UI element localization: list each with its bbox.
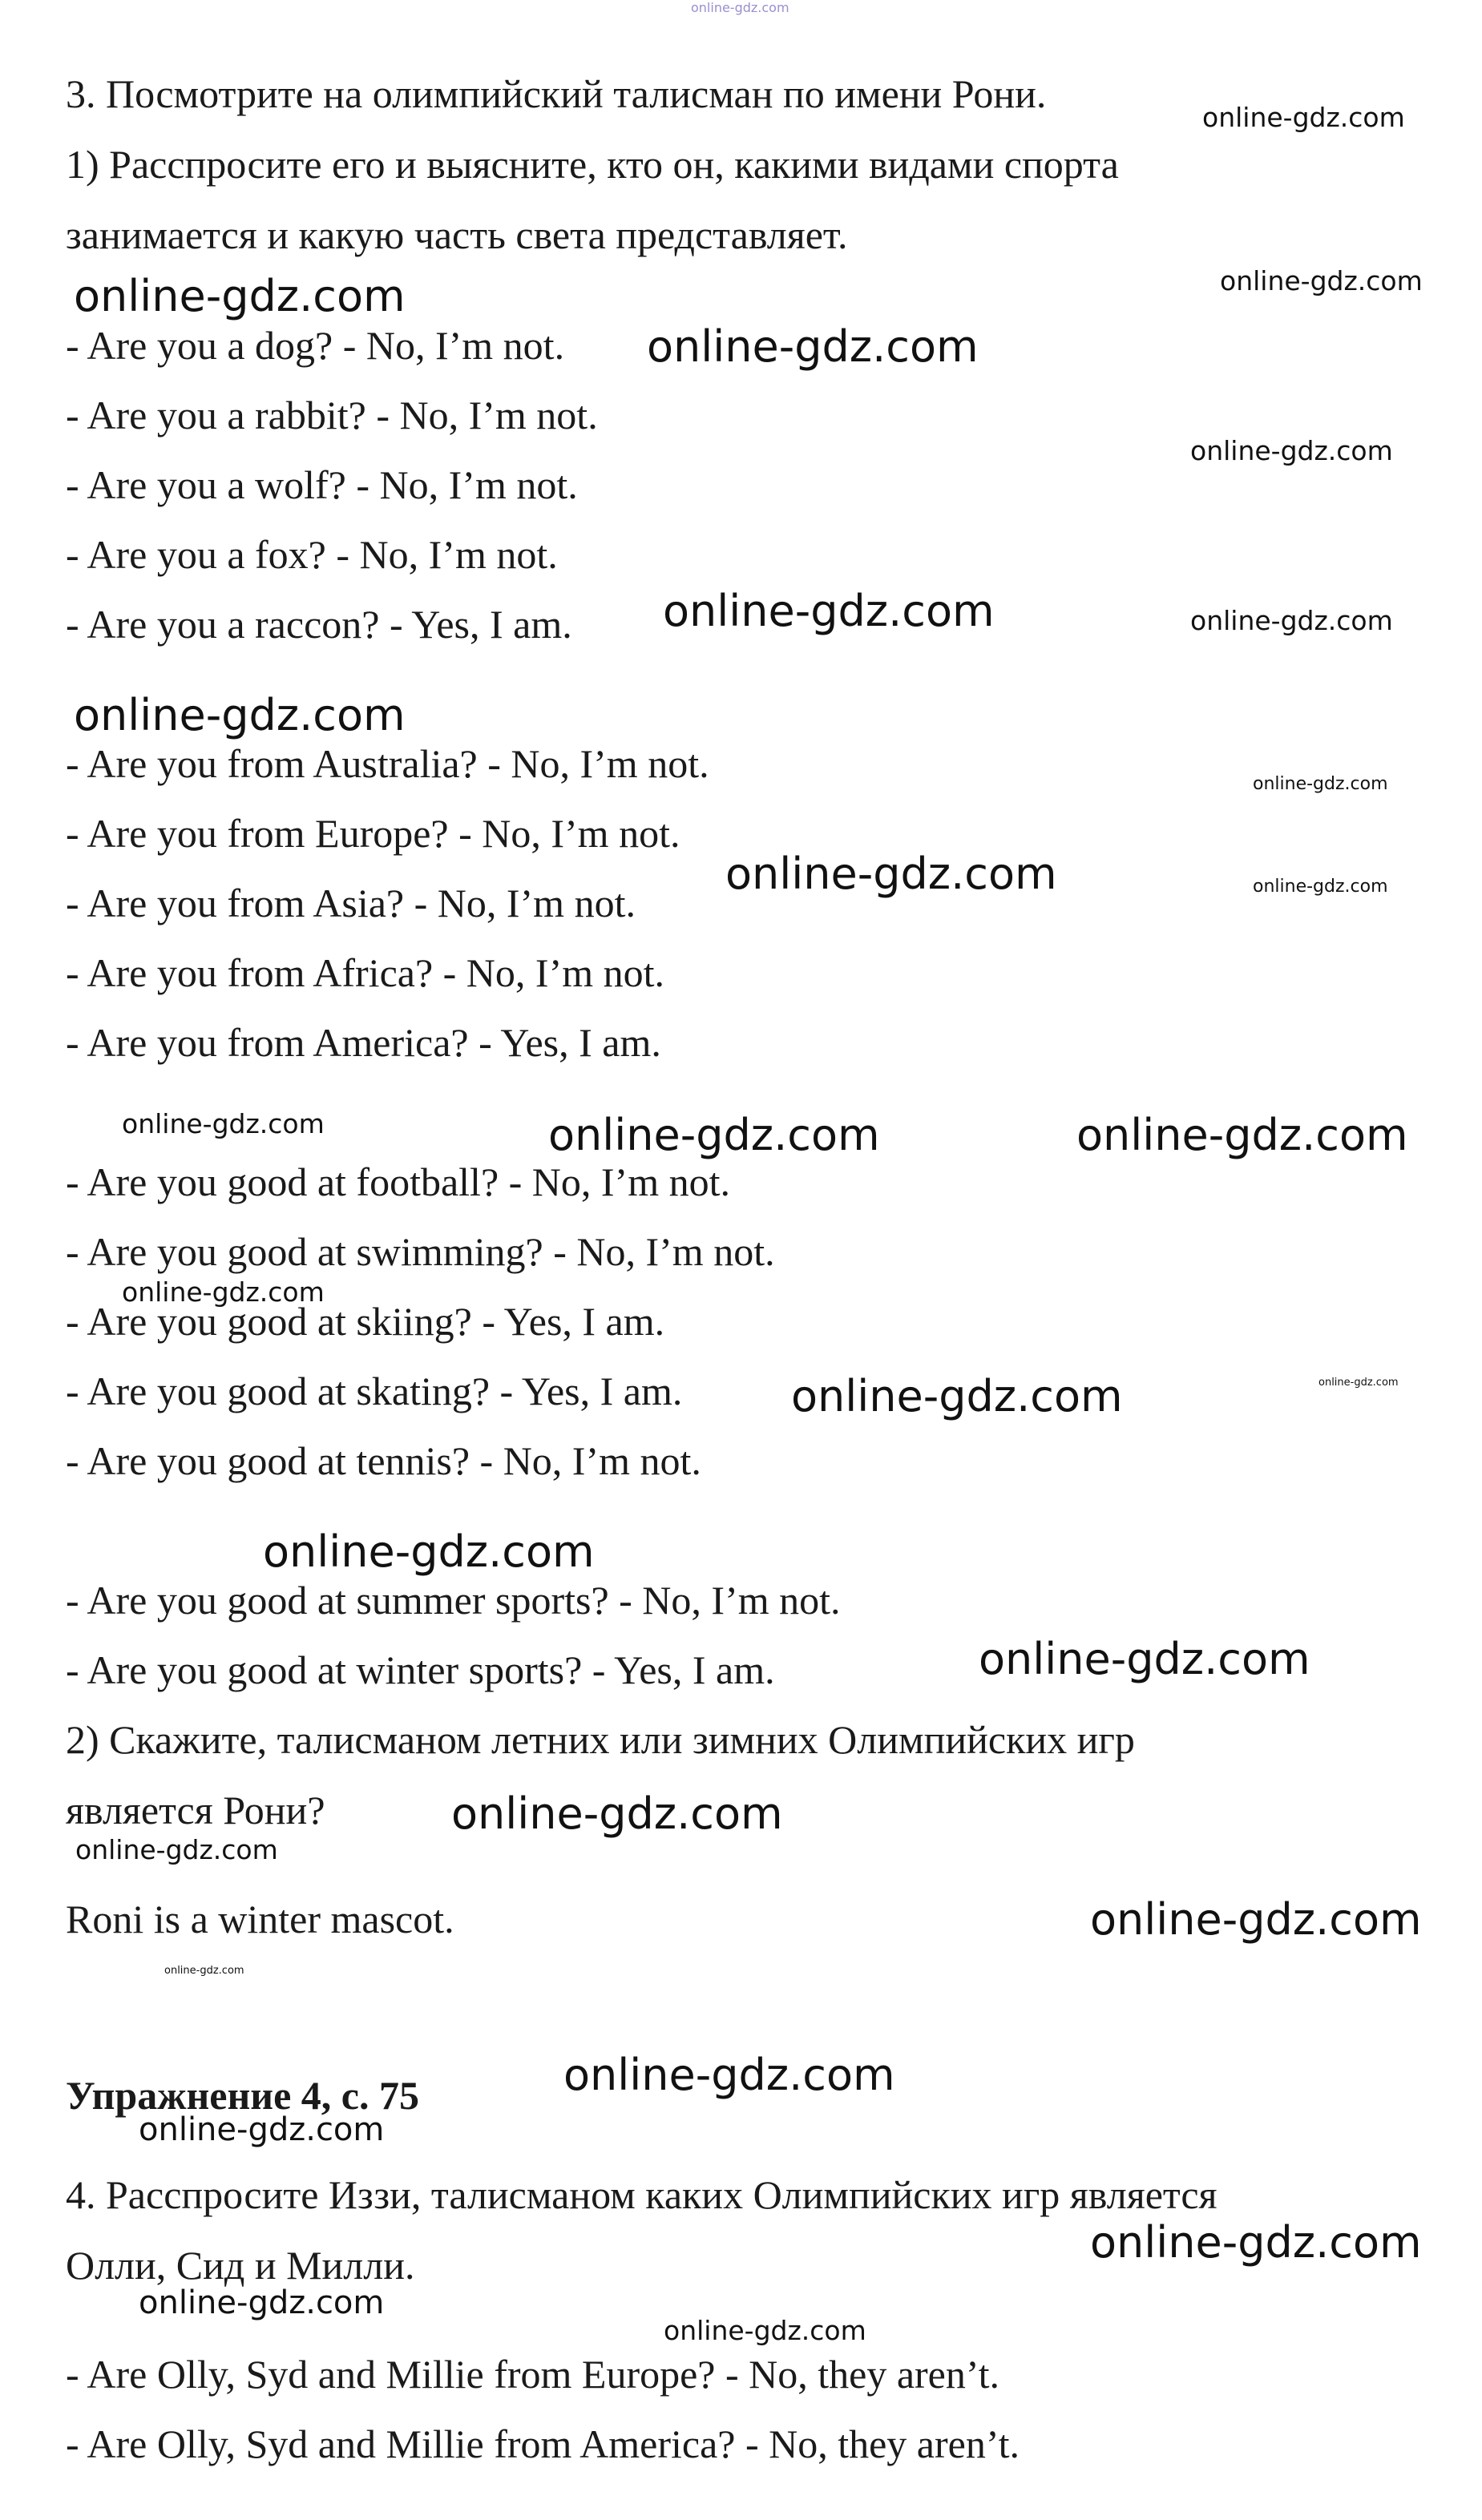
watermark: online-gdz.com — [139, 2284, 385, 2321]
exercise-4-question-europe: - Are Olly, Syd and Millie from Europe? - No, they aren’t. — [66, 2352, 999, 2397]
sport-question-tennis: - Are you good at tennis? - No, I’m not. — [66, 1438, 701, 1483]
task-1-line-1: 1) Расспросите его и выясните, кто он, какими видами спорта — [66, 142, 1119, 187]
watermark: online-gdz.com — [548, 1110, 880, 1160]
watermark: online-gdz.com — [75, 1834, 278, 1865]
watermark: online-gdz.com — [74, 690, 406, 740]
exercise-4-task-line-1: 4. Расспросите Иззи, талисманом каких Олимпийских игр является — [66, 2172, 1218, 2217]
watermark: online-gdz.com — [1253, 774, 1388, 794]
continent-question-africa: - Are you from Africa? - No, I’m not. — [66, 950, 664, 995]
task-1-line-2: занимается и какую часть света представляет. — [66, 212, 848, 257]
watermark: online-gdz.com — [1076, 1110, 1408, 1160]
animal-question-wolf: - Are you a wolf? - No, I’m not. — [66, 462, 578, 507]
watermark: online-gdz.com — [563, 2050, 895, 2100]
watermark: online-gdz.com — [725, 849, 1057, 899]
continent-question-america: - Are you from America? - Yes, I am. — [66, 1020, 661, 1065]
watermark: online-gdz.com — [1190, 435, 1393, 466]
task-2-line-1: 2) Скажите, талисманом летних или зимних Олимпийских игр — [66, 1717, 1135, 1762]
watermark: online-gdz.com — [164, 1965, 244, 1977]
animal-question-dog: - Are you a dog? - No, I’m not. — [66, 323, 565, 368]
sport-question-football: - Are you good at football? - No, I’m not. — [66, 1159, 730, 1204]
watermark-top: online-gdz.com — [691, 0, 789, 15]
exercise-4-task-line-2: Олли, Сид и Милли. — [66, 2243, 415, 2288]
watermark: online-gdz.com — [979, 1634, 1310, 1684]
watermark: online-gdz.com — [647, 321, 979, 372]
watermark: online-gdz.com — [122, 1276, 325, 1308]
watermark: online-gdz.com — [139, 2111, 385, 2148]
watermark: online-gdz.com — [1220, 265, 1423, 296]
watermark: online-gdz.com — [1090, 1894, 1422, 1945]
animal-question-raccoon: - Are you a raccon? - Yes, I am. — [66, 602, 572, 647]
watermark: online-gdz.com — [791, 1371, 1123, 1421]
watermark: online-gdz.com — [1090, 2217, 1422, 2268]
watermark: online-gdz.com — [122, 1108, 325, 1139]
animal-question-rabbit: - Are you a rabbit? - No, I’m not. — [66, 393, 598, 437]
watermark: online-gdz.com — [1202, 102, 1405, 133]
watermark: online-gdz.com — [1190, 605, 1393, 636]
watermark: online-gdz.com — [663, 586, 995, 636]
continent-question-australia: - Are you from Australia? - No, I’m not. — [66, 741, 709, 786]
sport-question-swimming: - Are you good at swimming? - No, I’m not. — [66, 1229, 775, 1274]
watermark: online-gdz.com — [1253, 877, 1388, 897]
continent-question-europe: - Are you from Europe? - No, I’m not. — [66, 811, 680, 856]
sport-question-skating: - Are you good at skating? - Yes, I am. — [66, 1369, 683, 1413]
continent-question-asia: - Are you from Asia? - No, I’m not. — [66, 881, 636, 925]
sport-question-skiing: - Are you good at skiing? - Yes, I am. — [66, 1299, 665, 1344]
watermark: online-gdz.com — [451, 1788, 783, 1839]
exercise-4-heading: Упражнение 4, с. 75 — [66, 2073, 419, 2118]
season-question-summer: - Are you good at summer sports? - No, I’m not. — [66, 1578, 841, 1623]
animal-question-fox: - Are you a fox? - No, I’m not. — [66, 532, 558, 577]
watermark: online-gdz.com — [263, 1526, 595, 1577]
watermark: online-gdz.com — [74, 271, 406, 321]
exercise-3-title: 3. Посмотрите на олимпийский талисман по имени Рони. — [66, 71, 1047, 116]
watermark: online-gdz.com — [664, 2315, 866, 2346]
watermark: online-gdz.com — [1318, 1377, 1399, 1389]
exercise-4-question-america: - Are Olly, Syd and Millie from America? - No, they aren’t. — [66, 2421, 1020, 2466]
answer-text: Roni is a winter mascot. — [66, 1897, 454, 1941]
season-question-winter: - Are you good at winter sports? - Yes, I am. — [66, 1647, 775, 1692]
task-2-line-2: является Рони? — [66, 1788, 325, 1833]
